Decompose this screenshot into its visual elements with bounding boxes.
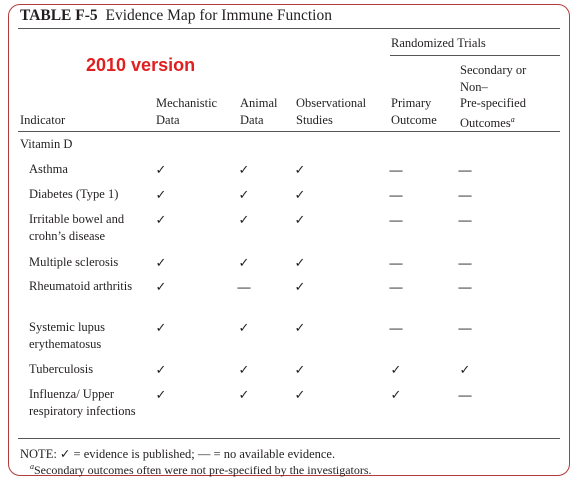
check-mark-mechanistic: ✓ — [155, 212, 167, 227]
check-mark-observational: ✓ — [294, 187, 306, 202]
check-mark-primary: ✓ — [390, 362, 402, 377]
check-mark-animal: ✓ — [238, 212, 250, 227]
table-footnote: $^a$Secondary outcomes often were not pre-specified by the investigators. — [30, 462, 372, 477]
randomized-trials-header: Randomized Trials — [391, 36, 486, 50]
check-mark-observational: ✓ — [294, 279, 306, 294]
group-label: Vitamin D — [20, 137, 73, 151]
dash-mark-primary: — — [389, 255, 403, 270]
check-mark-observational: ✓ — [294, 255, 306, 270]
check-mark-observational: ✓ — [294, 387, 306, 402]
dash-mark-secondary: — — [458, 320, 472, 335]
check-mark-observational: ✓ — [294, 162, 306, 177]
dash-mark-secondary: — — [458, 387, 472, 402]
check-mark-mechanistic: ✓ — [155, 362, 167, 377]
bottom-rule — [18, 438, 560, 439]
check-mark-animal: ✓ — [238, 255, 250, 270]
check-mark-mechanistic: ✓ — [155, 255, 167, 270]
check-mark-animal: ✓ — [238, 387, 250, 402]
dash-mark-secondary: — — [458, 212, 472, 227]
table-title-text: Evidence Map for Immune Function — [105, 7, 332, 24]
row-label: Irritable bowel and crohn’s disease — [29, 212, 125, 243]
dash-mark-secondary: — — [458, 162, 472, 177]
check-mark-animal: ✓ — [238, 320, 250, 335]
row-label: Influenza/ Upper respiratory infections — [29, 387, 136, 418]
dash-mark-primary: — — [389, 187, 403, 202]
check-mark-observational: ✓ — [294, 212, 306, 227]
check-mark-observational: ✓ — [294, 320, 306, 335]
dash-mark-secondary: — — [458, 255, 472, 270]
check-mark-mechanistic: ✓ — [155, 279, 167, 294]
row-label: Multiple sclerosis — [29, 255, 119, 269]
table-title — [20, 7, 332, 25]
col-header-indicator: Indicator — [20, 113, 66, 127]
check-mark-primary: ✓ — [390, 387, 402, 402]
dash-mark-primary: — — [389, 162, 403, 177]
check-mark-mechanistic: ✓ — [155, 162, 167, 177]
version-label: 2010 version — [86, 55, 196, 75]
row-label: Tuberculosis — [29, 362, 94, 376]
dash-mark-secondary: — — [458, 279, 472, 294]
randomized-trials-rule — [390, 55, 560, 56]
header-rule — [18, 131, 560, 132]
dash-mark-secondary: — — [458, 187, 472, 202]
table-number: TABLE F-5 — [20, 7, 98, 24]
dash-mark-animal: — — [237, 279, 251, 294]
check-mark-animal: ✓ — [238, 362, 250, 377]
row-label: Asthma — [29, 162, 68, 176]
check-mark-animal: ✓ — [238, 187, 250, 202]
col-header-animal: Animal Data — [240, 96, 278, 127]
check-mark-mechanistic: ✓ — [155, 320, 167, 335]
check-mark-mechanistic: ✓ — [155, 387, 167, 402]
col-header-primary: Primary Outcome — [391, 96, 437, 127]
dash-mark-primary: — — [389, 212, 403, 227]
col-header-secondary: Secondary or Non– Pre-specified Outcomes$^a$ — [460, 63, 527, 130]
row-label: Diabetes (Type 1) — [29, 187, 119, 201]
col-header-mechanistic: Mechanistic Data — [156, 96, 218, 127]
check-mark-mechanistic: ✓ — [155, 187, 167, 202]
check-mark-secondary: ✓ — [459, 362, 471, 377]
title-rule — [18, 28, 560, 29]
dash-mark-primary: — — [389, 279, 403, 294]
check-mark-observational: ✓ — [294, 362, 306, 377]
dash-mark-primary: — — [389, 320, 403, 335]
row-label: Rheumatoid arthritis — [29, 279, 133, 293]
row-label: Systemic lupus erythematosus — [29, 320, 106, 351]
check-mark-animal: ✓ — [238, 162, 250, 177]
col-header-observational: Observational Studies — [296, 96, 367, 127]
table-note: NOTE: ✓ = evidence is published; — = no available evidence. — [20, 447, 336, 461]
